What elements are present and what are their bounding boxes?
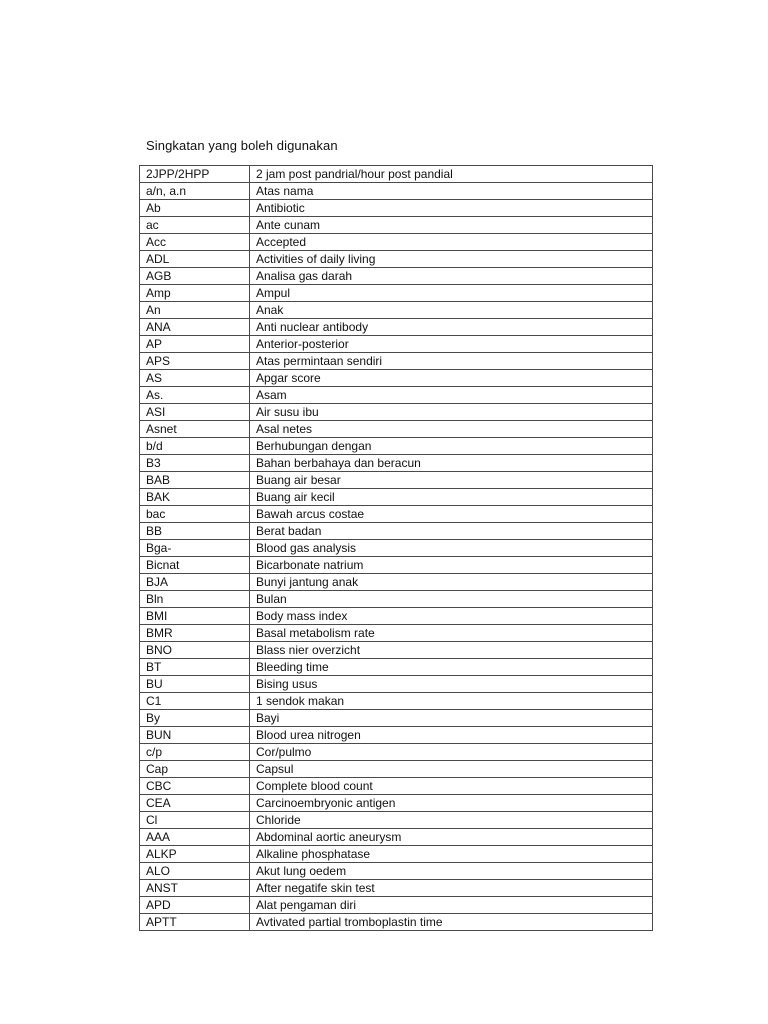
meaning-cell: 1 sendok makan	[250, 693, 653, 710]
table-row	[140, 370, 653, 387]
abbreviation-cell: An	[140, 302, 250, 319]
table-row	[140, 302, 653, 319]
meaning-cell: Carcinoembryonic antigen	[250, 795, 653, 812]
meaning-cell: Capsul	[250, 761, 653, 778]
meaning-cell: Cor/pulmo	[250, 744, 653, 761]
meaning-cell: Blass nier overzicht	[250, 642, 653, 659]
table-row	[140, 472, 653, 489]
table-row	[140, 761, 653, 778]
abbreviation-cell: BMR	[140, 625, 250, 642]
abbreviation-cell: Bln	[140, 591, 250, 608]
meaning-cell: Anak	[250, 302, 653, 319]
table-row	[140, 897, 653, 914]
abbreviation-cell: ac	[140, 217, 250, 234]
meaning-cell: Buang air kecil	[250, 489, 653, 506]
abbreviation-cell: APTT	[140, 914, 250, 931]
abbreviation-cell: CBC	[140, 778, 250, 795]
abbreviation-cell: Cl	[140, 812, 250, 829]
abbreviation-cell: BMI	[140, 608, 250, 625]
page-title: Singkatan yang boleh digunakan	[146, 138, 338, 153]
abbreviation-cell: C1	[140, 693, 250, 710]
meaning-cell: Apgar score	[250, 370, 653, 387]
abbreviation-cell: AP	[140, 336, 250, 353]
meaning-cell: Basal metabolism rate	[250, 625, 653, 642]
table-row	[140, 880, 653, 897]
table-row	[140, 268, 653, 285]
abbreviation-cell: BUN	[140, 727, 250, 744]
table-row	[140, 166, 653, 183]
meaning-cell: Bulan	[250, 591, 653, 608]
table-row	[140, 353, 653, 370]
meaning-cell: Avtivated partial tromboplastin time	[250, 914, 653, 931]
abbreviation-cell: b/d	[140, 438, 250, 455]
abbreviation-cell: CEA	[140, 795, 250, 812]
meaning-cell: Bahan berbahaya dan beracun	[250, 455, 653, 472]
abbreviation-cell: AAA	[140, 829, 250, 846]
table-row	[140, 727, 653, 744]
table-row	[140, 642, 653, 659]
table-row	[140, 200, 653, 217]
abbreviation-cell: 2JPP/2HPP	[140, 166, 250, 183]
table-row	[140, 625, 653, 642]
table-row	[140, 829, 653, 846]
meaning-cell: Alat pengaman diri	[250, 897, 653, 914]
table-row	[140, 489, 653, 506]
table-row	[140, 506, 653, 523]
table-row	[140, 591, 653, 608]
abbreviation-cell: AS	[140, 370, 250, 387]
table-row	[140, 608, 653, 625]
meaning-cell: Asam	[250, 387, 653, 404]
abbreviation-cell: ANA	[140, 319, 250, 336]
abbreviation-cell: ADL	[140, 251, 250, 268]
abbreviation-cell: Bga-	[140, 540, 250, 557]
meaning-cell: Atas nama	[250, 183, 653, 200]
abbreviation-cell: Bicnat	[140, 557, 250, 574]
table-row	[140, 914, 653, 931]
abbreviation-cell: Amp	[140, 285, 250, 302]
meaning-cell: Bicarbonate natrium	[250, 557, 653, 574]
abbreviation-cell: Acc	[140, 234, 250, 251]
table-row	[140, 812, 653, 829]
table-row	[140, 659, 653, 676]
meaning-cell: Abdominal aortic aneurysm	[250, 829, 653, 846]
abbreviation-cell: BJA	[140, 574, 250, 591]
meaning-cell: Bleeding time	[250, 659, 653, 676]
abbreviation-cell: APS	[140, 353, 250, 370]
table-row	[140, 319, 653, 336]
meaning-cell: Berat badan	[250, 523, 653, 540]
meaning-cell: Ampul	[250, 285, 653, 302]
abbreviation-cell: BU	[140, 676, 250, 693]
table-row	[140, 183, 653, 200]
meaning-cell: Berhubungan dengan	[250, 438, 653, 455]
abbreviation-cell: c/p	[140, 744, 250, 761]
table-row	[140, 778, 653, 795]
abbreviation-cell: APD	[140, 897, 250, 914]
table-row	[140, 540, 653, 557]
meaning-cell: Anterior-posterior	[250, 336, 653, 353]
abbreviation-cell: BNO	[140, 642, 250, 659]
abbreviation-cell: Cap	[140, 761, 250, 778]
table-row	[140, 217, 653, 234]
meaning-cell: Antibiotic	[250, 200, 653, 217]
abbreviation-cell: BB	[140, 523, 250, 540]
abbreviation-cell: As.	[140, 387, 250, 404]
meaning-cell: Body mass index	[250, 608, 653, 625]
abbreviation-cell: AGB	[140, 268, 250, 285]
meaning-cell: Atas permintaan sendiri	[250, 353, 653, 370]
table-row	[140, 846, 653, 863]
table-row	[140, 251, 653, 268]
meaning-cell: Anti nuclear antibody	[250, 319, 653, 336]
table-row	[140, 438, 653, 455]
meaning-cell: Buang air besar	[250, 472, 653, 489]
meaning-cell: Air susu ibu	[250, 404, 653, 421]
abbreviation-table-body	[140, 166, 653, 931]
abbreviation-cell: ANST	[140, 880, 250, 897]
meaning-cell: Akut lung oedem	[250, 863, 653, 880]
meaning-cell: Complete blood count	[250, 778, 653, 795]
meaning-cell: Activities of daily living	[250, 251, 653, 268]
meaning-cell: Ante cunam	[250, 217, 653, 234]
table-row	[140, 557, 653, 574]
abbreviation-cell: Ab	[140, 200, 250, 217]
meaning-cell: Chloride	[250, 812, 653, 829]
meaning-cell: Blood gas analysis	[250, 540, 653, 557]
table-row	[140, 404, 653, 421]
meaning-cell: Bawah arcus costae	[250, 506, 653, 523]
abbreviation-cell: bac	[140, 506, 250, 523]
abbreviation-cell: ASI	[140, 404, 250, 421]
table-row	[140, 387, 653, 404]
table-row	[140, 676, 653, 693]
abbreviation-table	[139, 165, 653, 931]
table-row	[140, 863, 653, 880]
meaning-cell: Accepted	[250, 234, 653, 251]
table-row	[140, 710, 653, 727]
meaning-cell: Alkaline phosphatase	[250, 846, 653, 863]
meaning-cell: Bising usus	[250, 676, 653, 693]
meaning-cell: Asal netes	[250, 421, 653, 438]
table-row	[140, 234, 653, 251]
abbreviation-cell: B3	[140, 455, 250, 472]
meaning-cell: Bayi	[250, 710, 653, 727]
meaning-cell: Blood urea nitrogen	[250, 727, 653, 744]
table-row	[140, 455, 653, 472]
table-row	[140, 285, 653, 302]
abbreviation-cell: BAK	[140, 489, 250, 506]
abbreviation-cell: BT	[140, 659, 250, 676]
table-row	[140, 523, 653, 540]
meaning-cell: After negatife skin test	[250, 880, 653, 897]
meaning-cell: 2 jam post pandrial/hour post pandial	[250, 166, 653, 183]
abbreviation-cell: a/n, a.n	[140, 183, 250, 200]
table-row	[140, 574, 653, 591]
meaning-cell: Analisa gas darah	[250, 268, 653, 285]
table-row	[140, 421, 653, 438]
abbreviation-cell: Asnet	[140, 421, 250, 438]
table-row	[140, 336, 653, 353]
table-row	[140, 795, 653, 812]
abbreviation-cell: ALO	[140, 863, 250, 880]
abbreviation-cell: ALKP	[140, 846, 250, 863]
abbreviation-cell: BAB	[140, 472, 250, 489]
meaning-cell: Bunyi jantung anak	[250, 574, 653, 591]
table-row	[140, 744, 653, 761]
table-row	[140, 693, 653, 710]
abbreviation-cell: By	[140, 710, 250, 727]
